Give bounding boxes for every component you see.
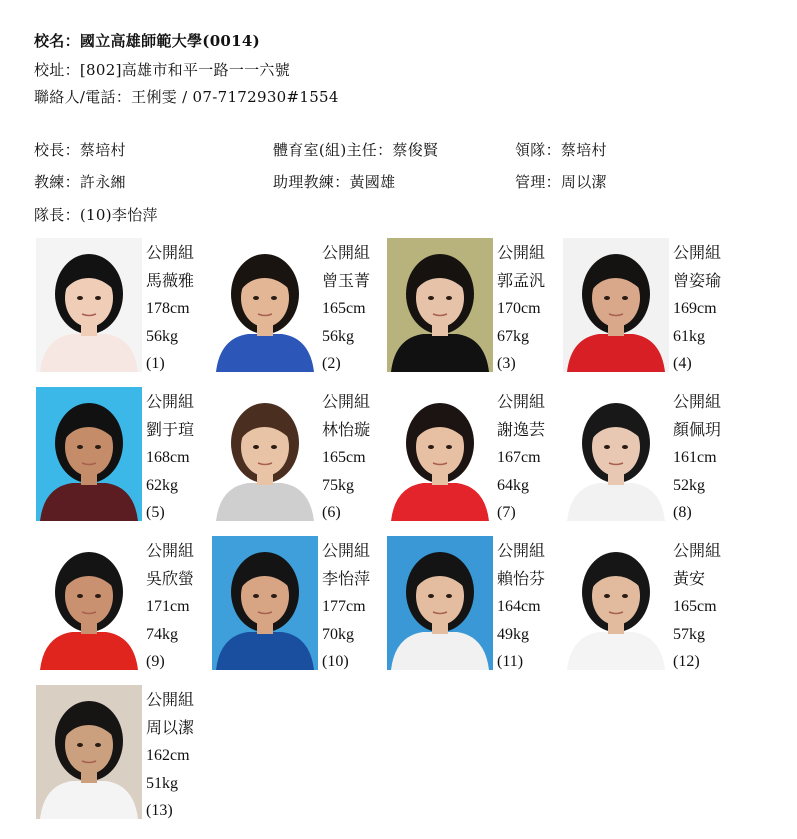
- contact-info: 聯絡人/電話：王俐雯 / 07-7172930#1554: [34, 88, 339, 106]
- player-number: (7): [497, 504, 516, 521]
- player-card: [212, 238, 388, 378]
- player-weight: 51kg: [146, 774, 178, 792]
- manager: 管理：周以潔: [515, 173, 607, 191]
- player-card: [36, 387, 212, 527]
- player-name: 曾姿瑜: [673, 272, 722, 290]
- player-name: 劉于瑄: [146, 421, 195, 439]
- player-name: 黃安: [673, 570, 706, 588]
- player-height: 177cm: [322, 598, 366, 615]
- player-group: 公開組: [673, 394, 722, 411]
- player-group: 公開組: [146, 692, 195, 709]
- player-info: [146, 687, 194, 825]
- player-info: [146, 240, 194, 378]
- school-name: 校名：國立高雄師範大學(0014): [34, 32, 261, 50]
- player-info: [673, 538, 721, 676]
- player-photo: [36, 238, 142, 372]
- team-leader: 領隊：蔡培村: [515, 141, 607, 159]
- player-name: 馬薇雅: [146, 272, 195, 290]
- player-number: (6): [322, 504, 341, 521]
- player-group: 公開組: [146, 394, 195, 411]
- player-card: [36, 685, 212, 825]
- player-number: (1): [146, 355, 165, 372]
- player-weight: 74kg: [146, 625, 178, 643]
- player-group: 公開組: [497, 245, 546, 262]
- player-number: (2): [322, 355, 341, 372]
- player-group: 公開組: [146, 543, 195, 560]
- player-info: [322, 538, 370, 676]
- player-name: 賴怡芬: [497, 570, 546, 588]
- player-photo: [563, 238, 669, 372]
- player-height: 168cm: [146, 449, 190, 466]
- player-weight: 49kg: [497, 625, 529, 643]
- player-info: [673, 389, 721, 527]
- player-group: 公開組: [322, 543, 371, 560]
- player-group: 公開組: [673, 245, 722, 262]
- player-number: (9): [146, 653, 165, 670]
- player-photo: [36, 536, 142, 670]
- player-name: 林怡璇: [322, 421, 371, 439]
- player-weight: 57kg: [673, 625, 705, 643]
- player-info: [322, 389, 370, 527]
- player-group: 公開組: [497, 543, 546, 560]
- player-weight: 70kg: [322, 625, 354, 643]
- player-info: [497, 389, 545, 527]
- player-height: 171cm: [146, 598, 190, 615]
- player-card: [387, 387, 563, 527]
- player-weight: 64kg: [497, 476, 529, 494]
- player-number: (4): [673, 355, 692, 372]
- player-info: [146, 389, 194, 527]
- player-name: 吳欣螢: [146, 570, 195, 588]
- player-height: 162cm: [146, 747, 190, 764]
- player-name: 周以潔: [146, 719, 195, 737]
- player-card: [387, 238, 563, 378]
- player-group: 公開組: [673, 543, 722, 560]
- player-card: [387, 536, 563, 676]
- player-info: [322, 240, 370, 378]
- school-address: 校址：[802]高雄市和平一路一一六號: [34, 61, 291, 79]
- player-card: [563, 238, 739, 378]
- player-number: (8): [673, 504, 692, 521]
- player-number: (5): [146, 504, 165, 521]
- player-name: 謝逸芸: [497, 421, 546, 439]
- player-weight: 75kg: [322, 476, 354, 494]
- player-group: 公開組: [146, 245, 195, 262]
- player-photo: [212, 238, 318, 372]
- player-weight: 61kg: [673, 327, 705, 345]
- player-card: [563, 387, 739, 527]
- player-card: [36, 238, 212, 378]
- player-weight: 67kg: [497, 327, 529, 345]
- principal: 校長：蔡培村: [34, 141, 126, 159]
- player-height: 164cm: [497, 598, 541, 615]
- player-group: 公開組: [322, 394, 371, 411]
- player-info: [497, 240, 545, 378]
- coach: 教練：許永緗: [34, 173, 126, 191]
- player-name: 顏佩玥: [673, 421, 722, 439]
- player-photo: [563, 387, 669, 521]
- pe-director: 體育室(組)主任：蔡俊賢: [273, 141, 439, 159]
- player-card: [212, 536, 388, 676]
- player-weight: 56kg: [322, 327, 354, 345]
- player-weight: 56kg: [146, 327, 178, 345]
- player-height: 167cm: [497, 449, 541, 466]
- player-name: 曾玉菁: [322, 272, 371, 290]
- player-group: 公開組: [322, 245, 371, 262]
- player-group: 公開組: [497, 394, 546, 411]
- player-height: 178cm: [146, 300, 190, 317]
- player-name: 李怡萍: [322, 570, 371, 588]
- player-info: [497, 538, 545, 676]
- player-photo: [36, 387, 142, 521]
- player-photo: [387, 536, 493, 670]
- player-name: 郭孟汎: [497, 272, 546, 290]
- player-weight: 52kg: [673, 476, 705, 494]
- player-number: (3): [497, 355, 516, 372]
- player-number: (13): [146, 802, 173, 819]
- assistant-coach: 助理教練：黃國雄: [273, 173, 396, 191]
- player-number: (11): [497, 653, 524, 670]
- player-height: 169cm: [673, 300, 717, 317]
- player-number: (10): [322, 653, 349, 670]
- player-height: 165cm: [673, 598, 717, 615]
- player-height: 170cm: [497, 300, 541, 317]
- player-photo: [563, 536, 669, 670]
- player-info: [146, 538, 194, 676]
- player-weight: 62kg: [146, 476, 178, 494]
- player-card: [212, 387, 388, 527]
- player-height: 161cm: [673, 449, 717, 466]
- player-photo: [387, 238, 493, 372]
- player-card: [563, 536, 739, 676]
- player-info: [673, 240, 721, 378]
- player-height: 165cm: [322, 449, 366, 466]
- player-photo: [212, 536, 318, 670]
- player-photo: [212, 387, 318, 521]
- player-photo: [387, 387, 493, 521]
- player-photo: [36, 685, 142, 819]
- captain: 隊長：(10)李怡萍: [34, 206, 158, 224]
- player-height: 165cm: [322, 300, 366, 317]
- player-card: [36, 536, 212, 676]
- player-number: (12): [673, 653, 700, 670]
